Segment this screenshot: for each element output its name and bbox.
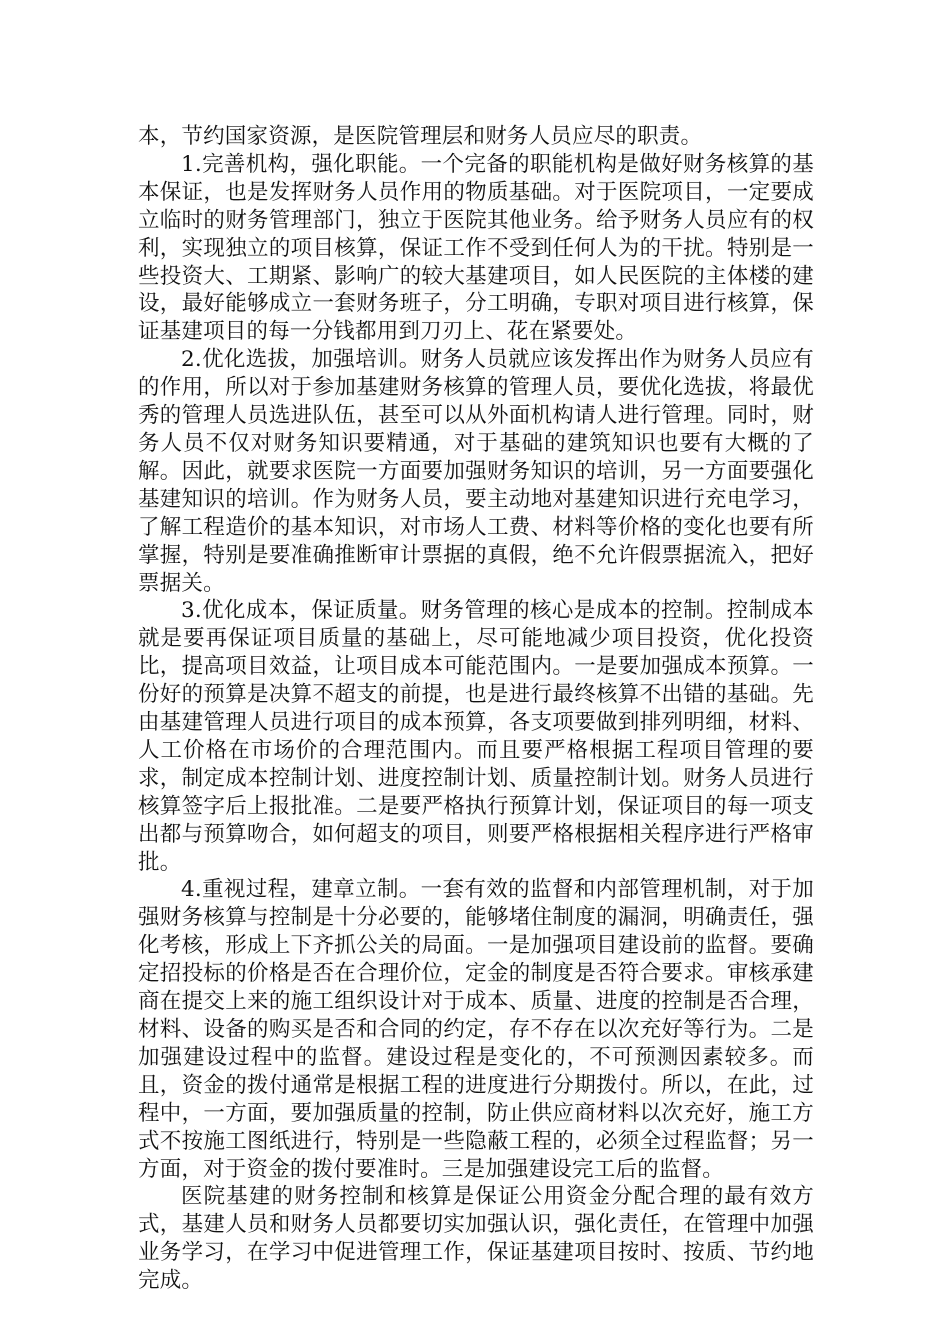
paragraph-item-2: 2.优化选拔，加强培训。财务人员就应该发挥出作为财务人员应有的作用，所以对于参加基建财务核算的管理人员，要优化选拔，将最优秀的管理人员选进队伍，甚至可以从外面机构请人进行管理。同时，财务人员不仅对财务知识要精通，对于基础的建筑知识也要有大概的了解。因此，就要求医院一方面要加强财务知识的培训，另一方面要强化基建知识的培训。作为财务人员，要主动地对基建知识进行充电学习，了解工程造价的基本知识，对市场人工费、材料等价格的变化也要有所掌握，特别是要准确推断审计票据的真假，绝不允许假票据流入，把好票据关。 [138, 347, 814, 596]
paragraph-intro-continuation: 本，节约国家资源，是医院管理层和财务人员应尽的职责。 [138, 124, 703, 149]
paragraph-item-1: 1.完善机构，强化职能。一个完备的职能机构是做好财务核算的基本保证，也是发挥财务人员作用的物质基础。对于医院项目，一定要成立临时的财务管理部门，独立于医院其他业务。给予财务人员应有的权利，实现独立的项目核算，保证工作不受到任何人为的干扰。特别是一些投资大、工期紧、影响广的较大基建项目，如人民医院的主体楼的建设，最好能够成立一套财务班子，分工明确，专职对项目进行核算，保证基建项目的每一分钱都用到刀刃上、花在紧要处。 [138, 151, 814, 345]
paragraph-conclusion: 医院基建的财务控制和核算是保证公用资金分配合理的最有效方式，基建人员和财务人员都要切实加强认识，强化责任，在管理中加强业务学习，在学习中促进管理工作，保证基建项目按时、按质、节约地完成。 [138, 1184, 814, 1294]
paragraph-item-4: 4.重视过程，建章立制。一套有效的监督和内部管理机制，对于加强财务核算与控制是十分必要的，能够堵住制度的漏洞，明确责任，强化考核，形成上下齐抓公关的局面。一是加强项目建设前的监督。要确定招投标的价格是否在合理价位，定金的制度是否符合要求。审核承建商在提交上来的施工组织设计对于成本、质量、进度的控制是否合理，材料、设备的购买是否和合同的约定，存不存在以次充好等行为。二是加强建设过程中的监督。建设过程是变化的，不可预测因素较多。而且，资金的拨付通常是根据工程的进度进行分期拨付。所以，在此，过程中，一方面，要加强质量的控制，防止供应商材料以次充好，施工方式不按施工图纸进行，特别是一些隐蔽工程的，必须全过程监督；另一方面，对于资金的拨付要准时。三是加强建设完工后的监督。 [138, 877, 814, 1182]
body-text [138, 123, 814, 1295]
paragraph-item-3: 3.优化成本，保证质量。财务管理的核心是成本的控制。控制成本就是要再保证项目质量的基础上，尽可能地减少项目投资，优化投资比，提高项目效益，让项目成本可能范围内。一是要加强成本预算。一份好的预算是决算不超支的前提，也是进行最终核算不出错的基础。先由基建管理人员进行项目的成本预算，各支项要做到排列明细，材料、人工价格在市场价的合理范围内。而且要严格根据工程项目管理的要求，制定成本控制计划、进度控制计划、质量控制计划。财务人员进行核算签字后上报批准。二是要严格执行预算计划，保证项目的每一项支出都与预算吻合，如何超支的项目，则要严格根据相关程序进行严格审批。 [138, 598, 814, 875]
